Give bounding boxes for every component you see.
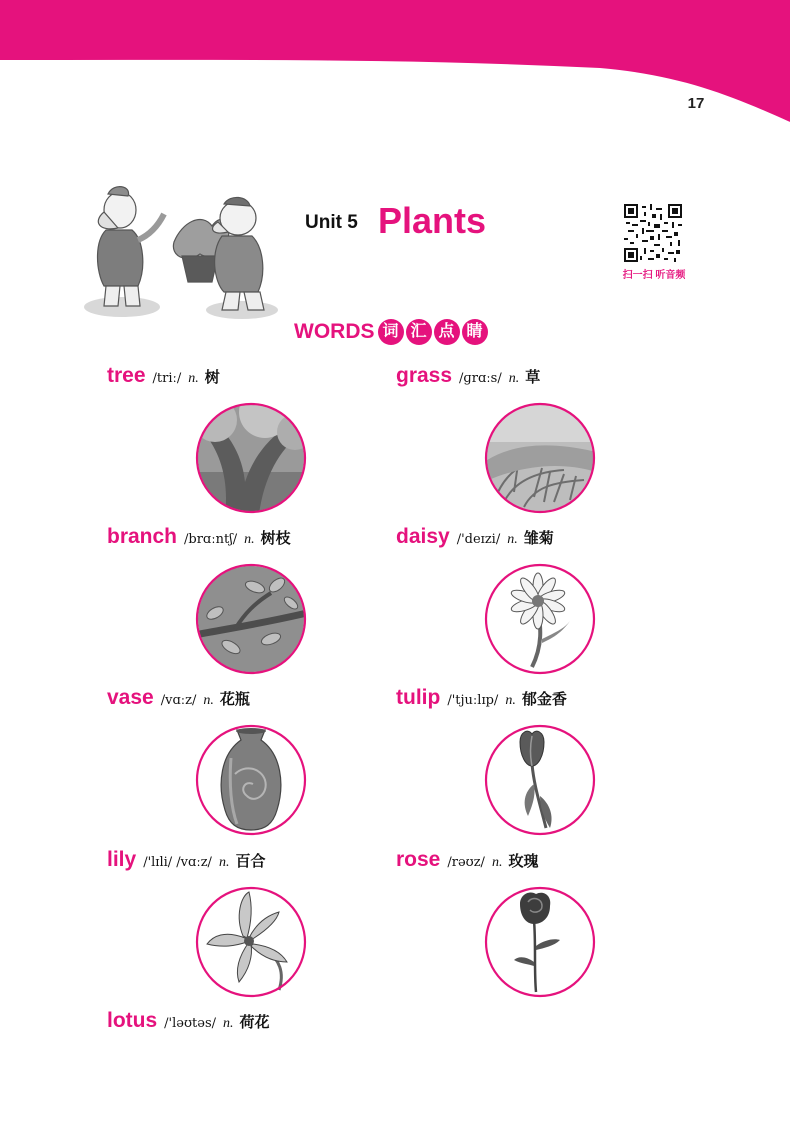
grass-image: [484, 402, 596, 514]
word-part-of-speech: n.: [223, 1016, 234, 1031]
word-part-of-speech: n.: [188, 371, 199, 386]
word-chinese: 雏菊: [523, 530, 554, 547]
word-english: lily: [107, 848, 137, 871]
word-chinese: 百合: [235, 853, 266, 870]
tree-image: [195, 402, 307, 514]
vocab-entry-tree: [107, 364, 220, 394]
rose-image: [484, 886, 596, 998]
word-english: grass: [396, 364, 453, 387]
word-english: lotus: [107, 1009, 158, 1032]
word-chinese: 草: [525, 369, 541, 386]
word-english: tulip: [396, 686, 441, 709]
word-english: daisy: [396, 525, 450, 548]
word-part-of-speech: n.: [508, 371, 520, 386]
words-label: WORDS: [294, 320, 375, 343]
qr-code-icon[interactable]: [624, 204, 682, 262]
word-phonetic: /rəʊz/: [447, 855, 485, 870]
unit-number: Unit 5: [305, 212, 358, 233]
word-part-of-speech: n.: [505, 693, 516, 708]
running-header: Unit 5 Plants: [564, 72, 657, 96]
unit-title: Plants: [378, 200, 487, 241]
qr-caption: 扫一扫 听音频: [622, 270, 686, 281]
vocab-entry-tulip: [396, 686, 567, 716]
word-chinese: 郁金香: [521, 691, 567, 708]
word-part-of-speech: n.: [244, 532, 255, 547]
word-phonetic: /vɑːz/: [160, 693, 197, 708]
cn-badge: 睛: [462, 319, 488, 345]
lily-image: [195, 886, 307, 998]
word-phonetic: /'ləʊtəs/: [164, 1016, 217, 1031]
cn-badge: 词: [378, 319, 404, 345]
word-chinese: 荷花: [239, 1014, 270, 1031]
vase-image: [195, 724, 307, 836]
branch-image: [195, 563, 307, 675]
word-chinese: 玫瑰: [508, 853, 539, 870]
word-phonetic: /'tjuːlɪp/: [447, 693, 499, 708]
cn-badge: 汇: [406, 319, 432, 345]
word-phonetic: /'lɪli/ /vɑːz/: [143, 855, 212, 870]
vocab-entry-daisy: [396, 525, 554, 555]
cartoon-characters-illustration: [82, 182, 282, 327]
vocab-entry-grass: [396, 364, 540, 394]
word-part-of-speech: n.: [491, 855, 503, 870]
word-english: branch: [107, 525, 178, 548]
word-phonetic: /'deɪzi/: [456, 532, 501, 547]
word-phonetic: /triː/: [152, 371, 182, 386]
header-band: [0, 0, 790, 130]
word-english: rose: [396, 848, 441, 871]
word-part-of-speech: n.: [218, 855, 230, 870]
vocab-entry-branch: [107, 525, 291, 555]
vocab-entry-rose: [396, 848, 538, 878]
tulip-image: [484, 724, 596, 836]
word-chinese: 树: [204, 369, 220, 386]
vocab-entry-lily: [107, 848, 265, 878]
word-phonetic: /ɡrɑːs/: [459, 371, 502, 386]
vocab-entry-lotus: [107, 1009, 270, 1039]
section-heading: [294, 316, 490, 348]
daisy-image: [484, 563, 596, 675]
word-phonetic: /brɑːntʃ/: [184, 532, 238, 547]
word-english: tree: [107, 364, 146, 387]
word-chinese: 树枝: [260, 530, 291, 547]
word-english: vase: [107, 686, 154, 709]
word-chinese: 花瓶: [219, 691, 250, 708]
word-part-of-speech: n.: [507, 532, 518, 547]
word-part-of-speech: n.: [203, 693, 214, 708]
page-number: 17: [687, 95, 705, 112]
vocab-entry-vase: [107, 686, 250, 716]
cn-badge: 点: [434, 319, 460, 345]
